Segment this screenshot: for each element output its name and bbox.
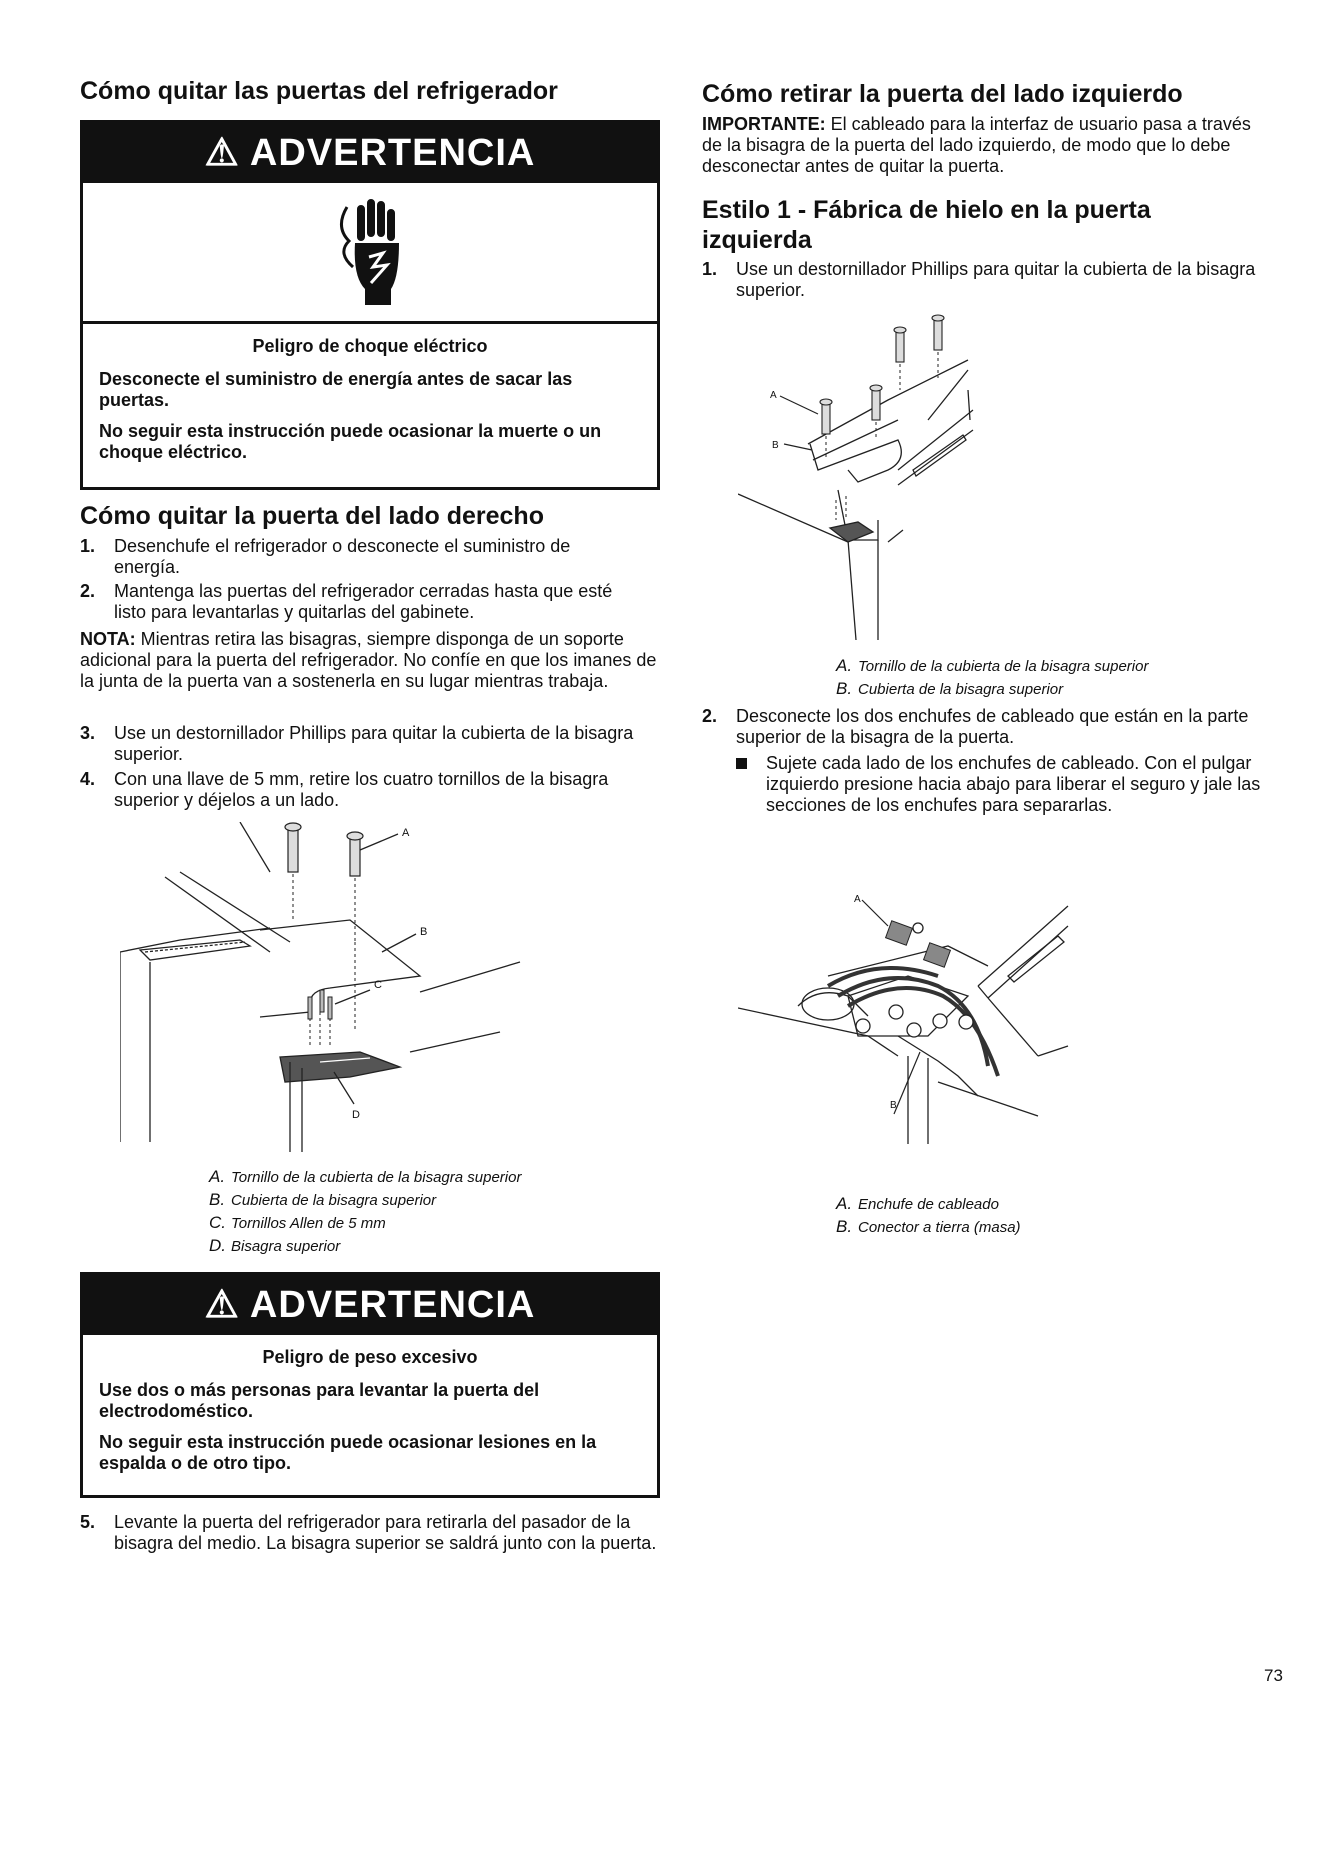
warning-box-electric	[80, 120, 660, 490]
legend-item: C. Tornillos Allen de 5 mm	[209, 1213, 386, 1232]
warning-text-1: Use dos o más personas para levantar la puerta del electrodoméstico.	[99, 1380, 540, 1421]
figure1-legend	[209, 1166, 521, 1258]
warning-text-2: No seguir esta instrucción puede ocasionar la muerte o un choque eléctrico.	[99, 421, 602, 462]
legend-item: B. Cubierta de la bisagra superior	[209, 1190, 437, 1209]
hinge-diagram-right-door	[120, 822, 580, 1152]
section-heading-right-door: Cómo quitar la puerta del lado derecho	[80, 502, 544, 530]
important-paragraph: IMPORTANTE: El cableado para la interfaz de usuario pasa a través de la bisagra de la puerta del lado izquierdo, de modo que lo debe desconectar antes de quitar la puerta.	[702, 114, 1251, 176]
figure3-legend	[836, 1193, 1021, 1239]
figure1-label-b: B	[420, 926, 428, 938]
legend-item: A. Enchufe de cableado	[836, 1194, 999, 1213]
hinge-diagram-left-door-cover	[738, 310, 1008, 650]
page-number: 73	[1264, 1666, 1283, 1685]
warning-icon-area	[83, 183, 657, 324]
warning-header: ⚠ ADVERTENCIA	[83, 1275, 657, 1335]
section-heading-style-1: Estilo 1 - Fábrica de hielo en la puerta izquierda	[702, 196, 1151, 254]
legend-item: D. Bisagra superior	[209, 1236, 341, 1255]
figure2-label-b: B	[772, 440, 779, 451]
figure3-label-b: B	[890, 1100, 897, 1111]
warning-header: ⚠ ADVERTENCIA	[83, 123, 657, 183]
wiring-diagram-left-door	[738, 886, 1118, 1146]
figure1-label-a: A	[402, 827, 410, 839]
warning-triangle-icon: ⚠	[204, 132, 240, 174]
figure2-label-a: A	[770, 390, 777, 401]
warning-text-1: Desconecte el suministro de energía antes de sacar las puertas.	[99, 369, 573, 410]
figure1-label-c: C	[374, 979, 382, 991]
warning-text-2: No seguir esta instrucción puede ocasionar lesiones en la espalda o de otro tipo.	[99, 1432, 597, 1473]
section-heading-left-door: Cómo retirar la puerta del lado izquierdo	[702, 80, 1183, 108]
electric-shock-hand-icon	[333, 197, 413, 307]
legend-item: B. Conector a tierra (masa)	[836, 1217, 1021, 1236]
note-paragraph: NOTA: Mientras retira las bisagras, siempre disponga de un soporte adicional para la puerta del refrigerador. No confíe en que los imanes de la junta de la puerta van a sostenerla en su lugar mientras trabaja.	[80, 629, 657, 691]
warning-title: Peligro de choque eléctrico	[252, 336, 488, 356]
warning-box-weight	[80, 1272, 660, 1498]
warning-title: Peligro de peso excesivo	[262, 1347, 478, 1367]
warning-triangle-icon: ⚠	[204, 1284, 240, 1326]
section-heading-remove-doors: Cómo quitar las puertas del refrigerador	[80, 77, 558, 105]
legend-item: A. Tornillo de la cubierta de la bisagra superior	[209, 1167, 522, 1186]
figure3-label-a: A	[854, 894, 861, 905]
legend-item: B. Cubierta de la bisagra superior	[836, 679, 1064, 698]
figure1-label-d: D	[352, 1109, 360, 1121]
bullet-square-icon	[736, 758, 747, 769]
legend-item: A. Tornillo de la cubierta de la bisagra superior	[836, 656, 1149, 675]
figure2-legend	[836, 655, 1148, 701]
